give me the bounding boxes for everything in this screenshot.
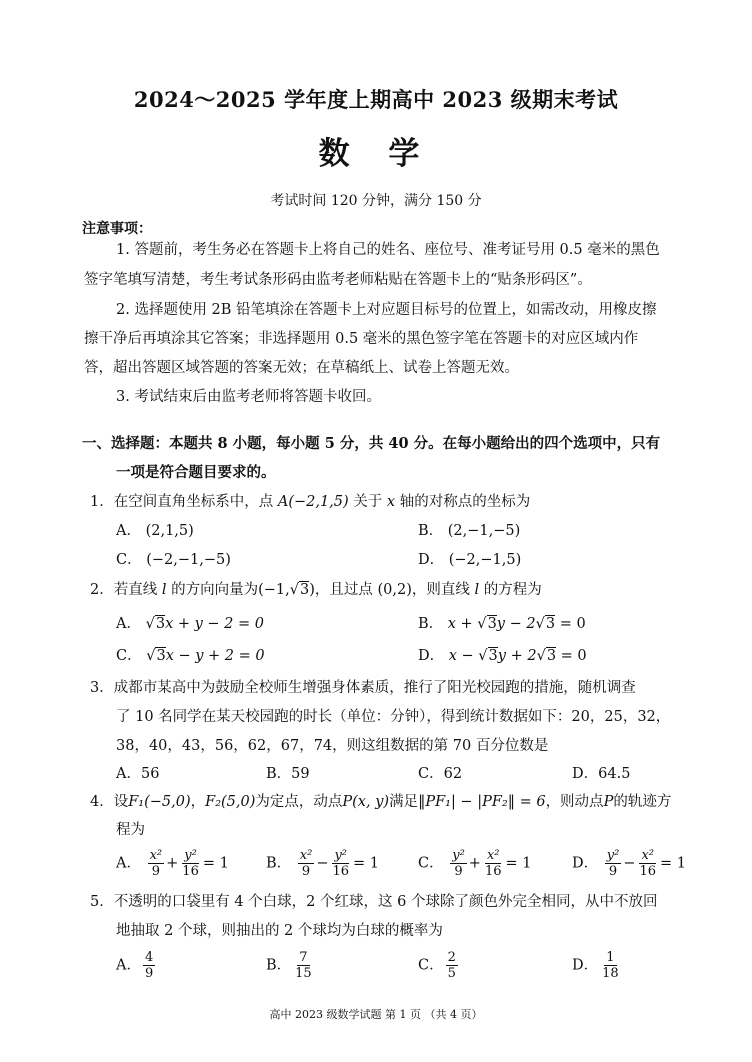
notice-line: 答，超出答题区域答题的答案无效；在草稿纸上、试卷上答题无效。 [84, 360, 519, 376]
q3-option-c[interactable]: C．62 [418, 766, 463, 782]
exam-info: 考试时间 120 分钟，满分 150 分 [270, 193, 482, 209]
page-footer: 高中 2023 级数学试题 第 1 页 （共 4 页） [269, 1008, 483, 1021]
notice-line: 3. 考试结束后由监考老师将答题卡收回。 [116, 389, 381, 405]
q5-option-d[interactable]: D． $\frac{1}{18}$ [572, 950, 619, 981]
q1-option-a[interactable]: A． (2,1,5) [116, 523, 194, 539]
q4-option-c[interactable]: C． $\frac{\text{y²}}{9}$ + $\frac{\text{x²}}{16}$ = 1 [418, 848, 532, 879]
question-1-stem: 1．在空间直角坐标系中，点 A(−2,1,5) 关于 x 轴的对称点的坐标为 [90, 494, 531, 510]
question-3-stem-cont: 38，40，43，56，62，67，74，则这组数据的第 70 百分位数是 [116, 738, 549, 754]
question-4-stem: 4．设F₁(−5,0)，F₂(5,0)为定点，动点P(x, y)满足‖PF₁| − |PF₂‖ = 6，则动点P的轨迹方 [90, 794, 672, 810]
q5-option-c[interactable]: C． $\frac{2}{5}$ [418, 950, 456, 981]
notice-line: 2. 选择题使用 2B 铅笔填涂在答题卡上对应题目标号的位置上，如需改动，用橡皮擦 [116, 302, 657, 318]
notice-line: 1. 答题前，考生务必在答题卡上将自己的姓名、座位号、准考证号用 0.5 毫米的黑色 [116, 242, 660, 258]
q2-option-c[interactable]: C． √3x − y + 2 = 0 [116, 648, 265, 664]
section-heading: 一、选择题：本题共 8 小题，每小题 5 分，共 40 分。在每小题给出的四个选项中，只有 [82, 435, 661, 452]
q2-option-a[interactable]: A． √3x + y − 2 = 0 [116, 616, 265, 632]
q1-option-d[interactable]: D． (−2,−1,5) [418, 552, 522, 568]
q2-option-d[interactable]: D． x − √3y + 2√3 = 0 [418, 648, 587, 664]
question-3-stem-cont: 了 10 名同学在某天校园跑的时长（单位：分钟），得到统计数据如下：20，25，32， [116, 709, 671, 725]
question-5-stem-cont: 地抽取 2 个球，则抽出的 2 个球均为白球的概率为 [116, 923, 443, 939]
q3-option-d[interactable]: D．64.5 [572, 766, 631, 782]
question-3-stem: 3．成都市某高中为鼓励全校师生增强身体素质，推行了阳光校园跑的措施，随机调查 [90, 680, 636, 696]
q1-option-c[interactable]: C． (−2,−1,−5) [116, 552, 231, 568]
q4-option-d[interactable]: D． $\frac{\text{y²}}{9}$ − $\frac{\text{x²}}{16}$ = 1 [572, 848, 686, 879]
q1-option-b[interactable]: B． (2,−1,−5) [418, 523, 521, 539]
q3-option-a[interactable]: A．56 [116, 766, 160, 782]
section-heading-cont: 一项是符合题目要求的。 [116, 464, 276, 481]
q5-option-a[interactable]: A． $\frac{4}{9}$ [116, 950, 154, 981]
exam-title: 2024～2025 学年度上期高中 2023 级期末考试 [133, 87, 619, 112]
q3-option-b[interactable]: B．59 [266, 766, 310, 782]
subject-title: 数 学 [318, 136, 434, 172]
question-5-stem: 5．不透明的口袋里有 4 个白球，2 个红球，这 6 个球除了颜色外完全相同，从中不放回 [90, 894, 658, 910]
notice-heading: 注意事项： [82, 221, 152, 237]
q5-option-b[interactable]: B． $\frac{7}{15}$ [266, 950, 312, 981]
notice-line: 签字笔填写清楚，考生考试条形码由监考老师粘贴在答题卡上的“贴条形码区”。 [84, 272, 592, 288]
q4-option-b[interactable]: B． $\frac{\text{x²}}{9}$ − $\frac{\text{y²}}{16}$ = 1 [266, 848, 379, 879]
q2-option-b[interactable]: B． x + √3y − 2√3 = 0 [418, 616, 586, 632]
notice-line: 擦干净后再填涂其它答案；非选择题用 0.5 毫米的黑色签字笔在答题卡的对应区域内作 [84, 331, 639, 347]
q4-option-a[interactable]: A． $\frac{\text{x²}}{9}$ + $\frac{\text{y²}}{16}$ = 1 [116, 848, 229, 879]
question-2-stem: 2．若直线 l 的方向向量为(−1,√3)，且过点 (0,2)，则直线 l 的方程为 [90, 582, 542, 598]
question-4-stem-cont: 程为 [116, 822, 145, 838]
